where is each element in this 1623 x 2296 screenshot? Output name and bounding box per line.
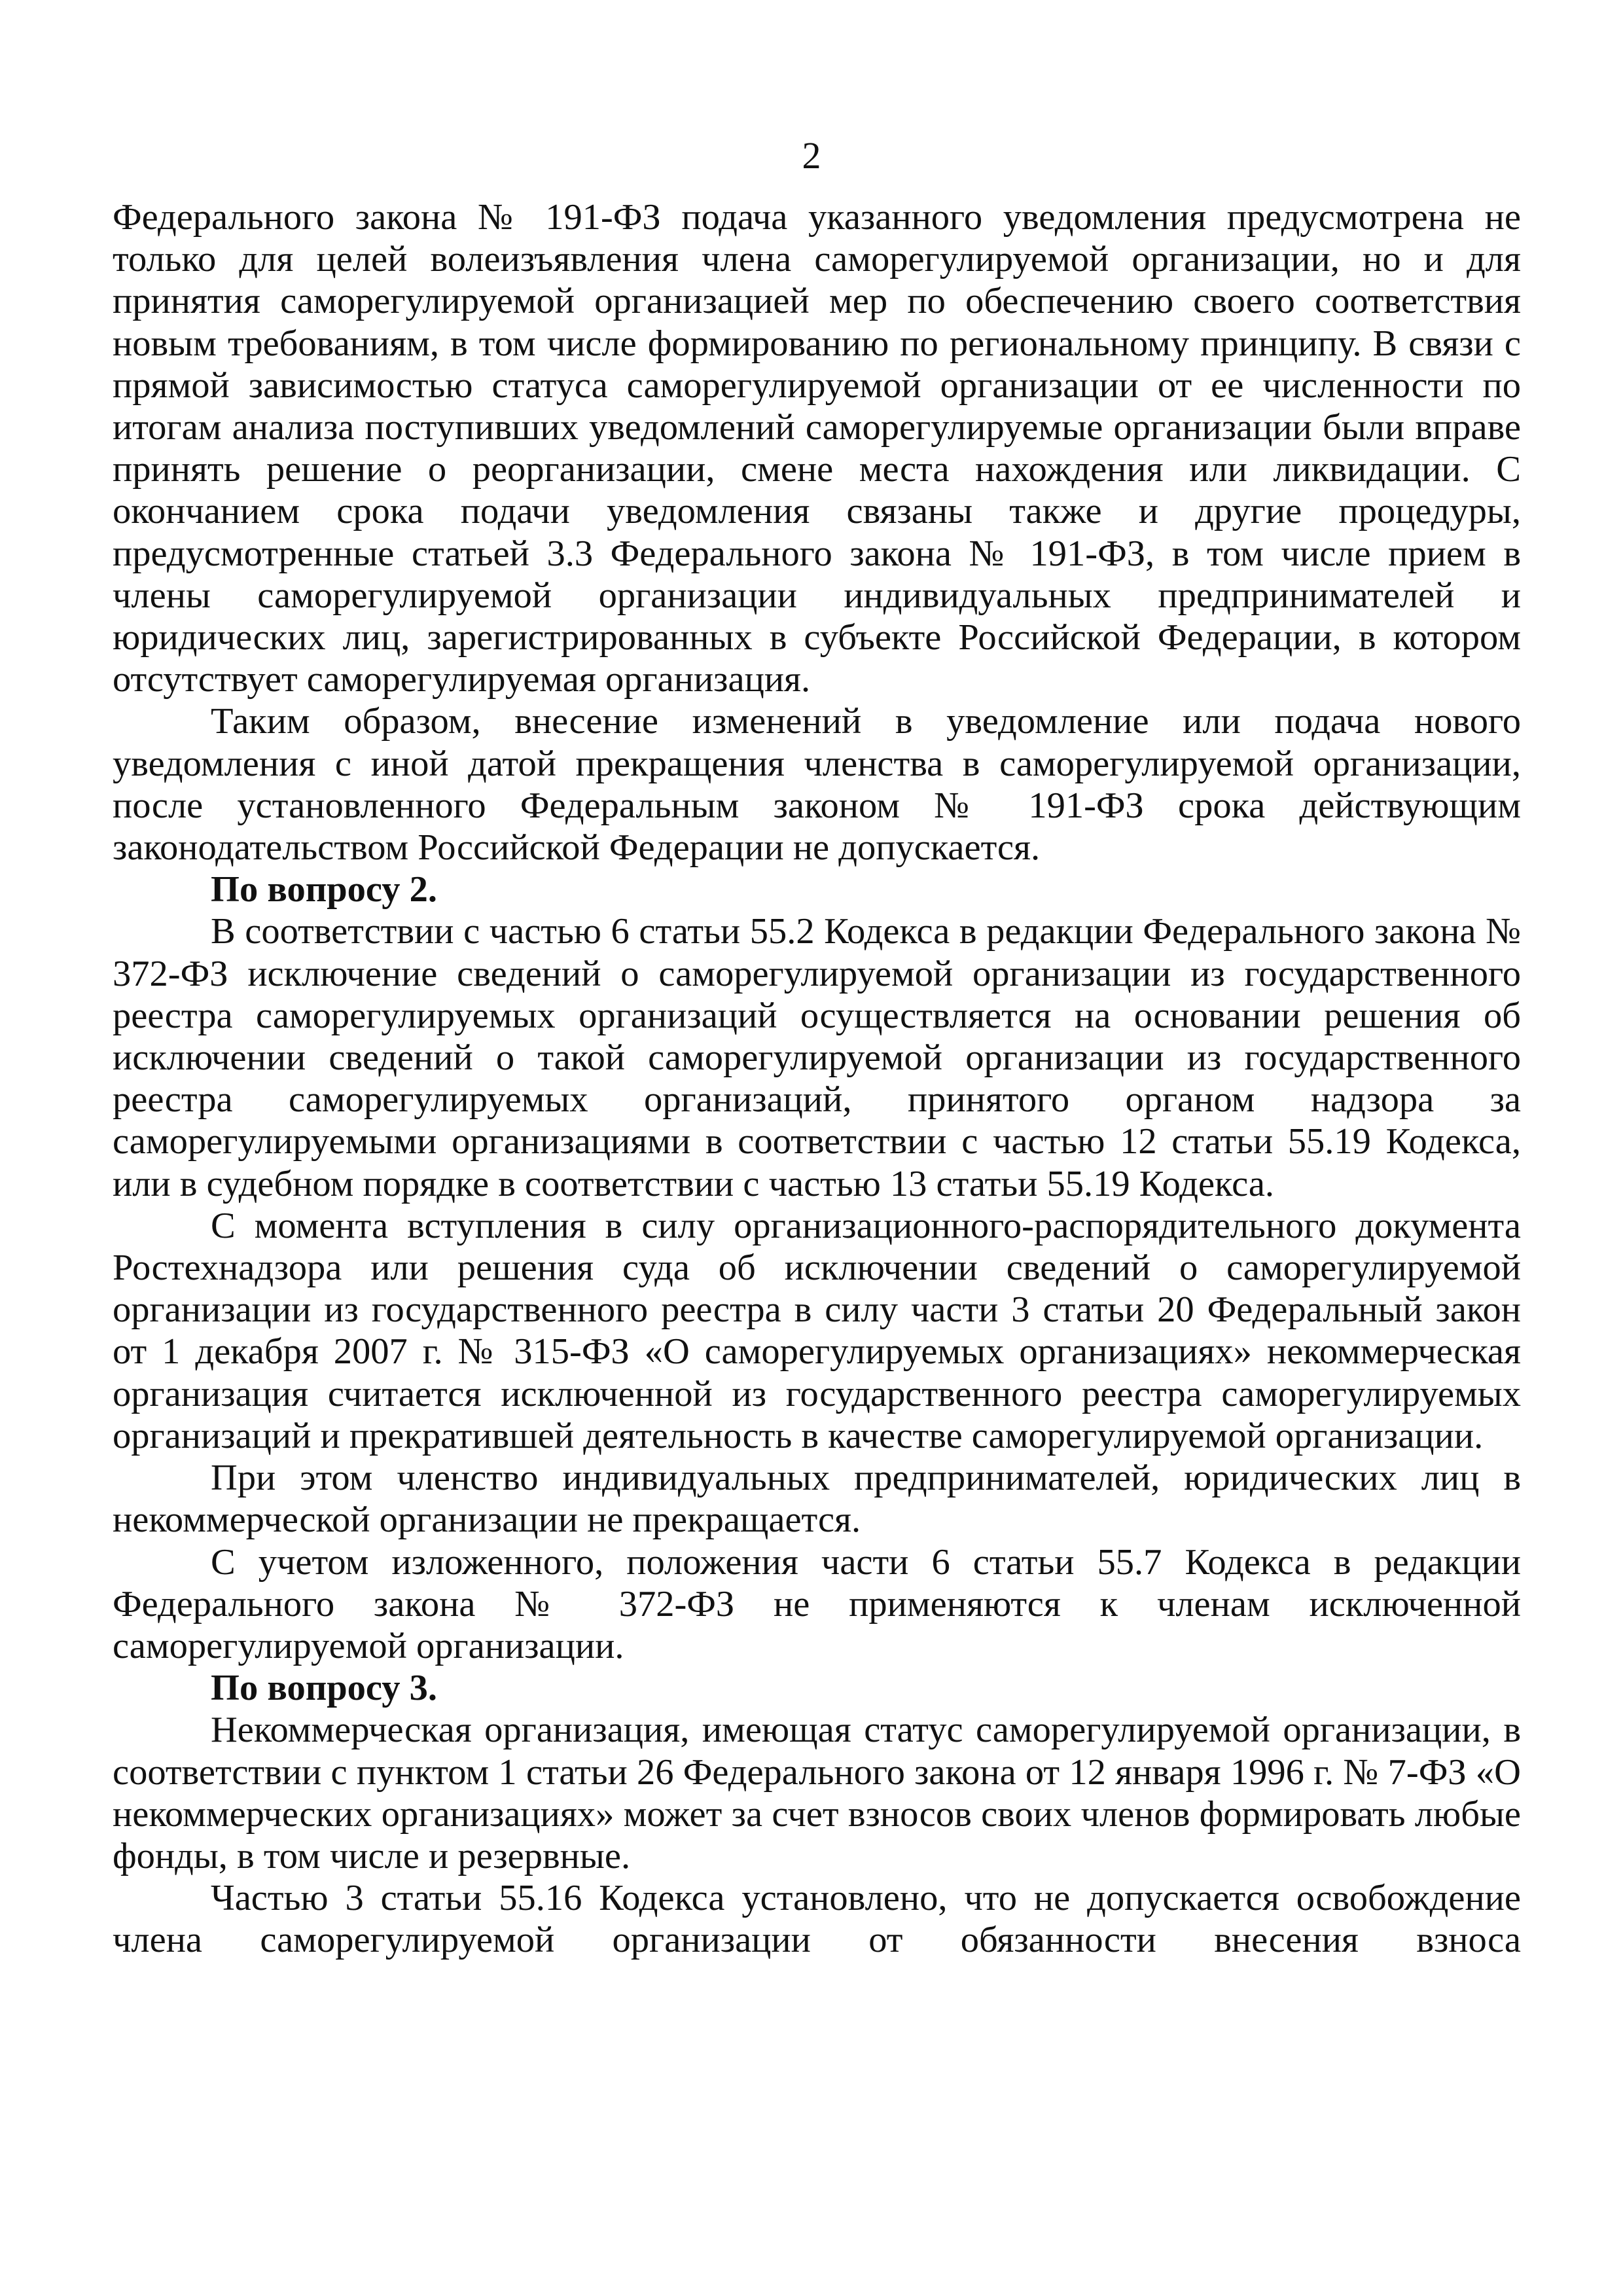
- paragraph-code-not-applied: С учетом изложенного, положения части 6 статьи 55.7 Кодекса в редакции Федерального закона № 372-ФЗ не применяются к членам исключенной саморегулируемой организации.: [113, 1541, 1521, 1666]
- paragraph-membership-notification: Федерального закона № 191-ФЗ подача указанного уведомления предусмотрена не только для целей волеизъявления члена саморегулируемой организации, но и для принятия саморегулируемой организацией мер по обеспечению своего соответствия новым требованиям, в том числе формированию по региональному принципу. В связи с прямой зависимостью статуса саморегулируемой организации от ее численности по итогам анализа поступивших уведомлений саморегулируемые организации были вправе принять решение о реорганизации, смене места нахождения или ликвидации. С окончанием срока подачи уведомления связаны также и другие процедуры, предусмотренные статьей 3.3 Федерального закона № 191-ФЗ, в том числе прием в члены саморегулируемой организации индивидуальных предпринимателей и юридических лиц, зарегистрированных в субъекте Российской Федерации, в котором отсутствует саморегулируемая организация.: [113, 197, 1521, 700]
- paragraph-conclusion-no-changes: Таким образом, внесение изменений в уведомление или подача нового уведомления с иной датой прекращения членства в саморегулируемой организации, после установленного Федеральным законом № 191-ФЗ срока действующим законодательством Российской Федерации не допускается.: [113, 701, 1521, 869]
- heading-question-3: По вопросу 3.: [211, 1668, 438, 1709]
- heading-question-2: По вопросу 2.: [211, 869, 438, 910]
- paragraph-contribution-obligation: Частью 3 статьи 55.16 Кодекса установлено, что не допускается освобождение члена саморегулируемой организации от обязанности внесения взноса: [113, 1878, 1521, 1961]
- paragraph-registry-exclusion: В соответствии с частью 6 статьи 55.2 Кодекса в редакции Федерального закона № 372-ФЗ исключение сведений о саморегулируемой организации из государственного реестра саморегулируемых организаций осуществляется на основании решения об исключении сведений о такой саморегулируемой организации из государственного реестра саморегулируемых организаций, принятого органом надзора за саморегулируемыми организациями в соответствии с частью 12 статьи 55.19 Кодекса, или в судебном порядке в соответствии с частью 13 статьи 55.19 Кодекса.: [113, 911, 1521, 1204]
- page-number: 2: [802, 134, 821, 177]
- paragraph-exclusion-effect: С момента вступления в силу организационного-распорядительного документа Ростехнадзора или решения суда об исключении сведений о саморегулируемой организации из государственного реестра в силу части 3 статьи 20 Федеральный закон от 1 декабря 2007 г. № 315-ФЗ «О саморегулируемых организациях» некоммерческая организация считается исключенной из государственного реестра саморегулируемых организаций и прекратившей деятельность в качестве саморегулируемой организации.: [113, 1205, 1521, 1456]
- paragraph-membership-continues: При этом членство индивидуальных предпринимателей, юридических лиц в некоммерческой организации не прекращается.: [113, 1458, 1521, 1541]
- document-body: [113, 196, 1521, 1962]
- paragraph-nonprofit-funds: Некоммерческая организация, имеющая статус саморегулируемой организации, в соответствии с пунктом 1 статьи 26 Федерального закона от 12 января 1996 г. № 7-ФЗ «О некоммерческих организациях» может за счет взносов своих членов формировать любые фонды, в том числе и резервные.: [113, 1710, 1521, 1876]
